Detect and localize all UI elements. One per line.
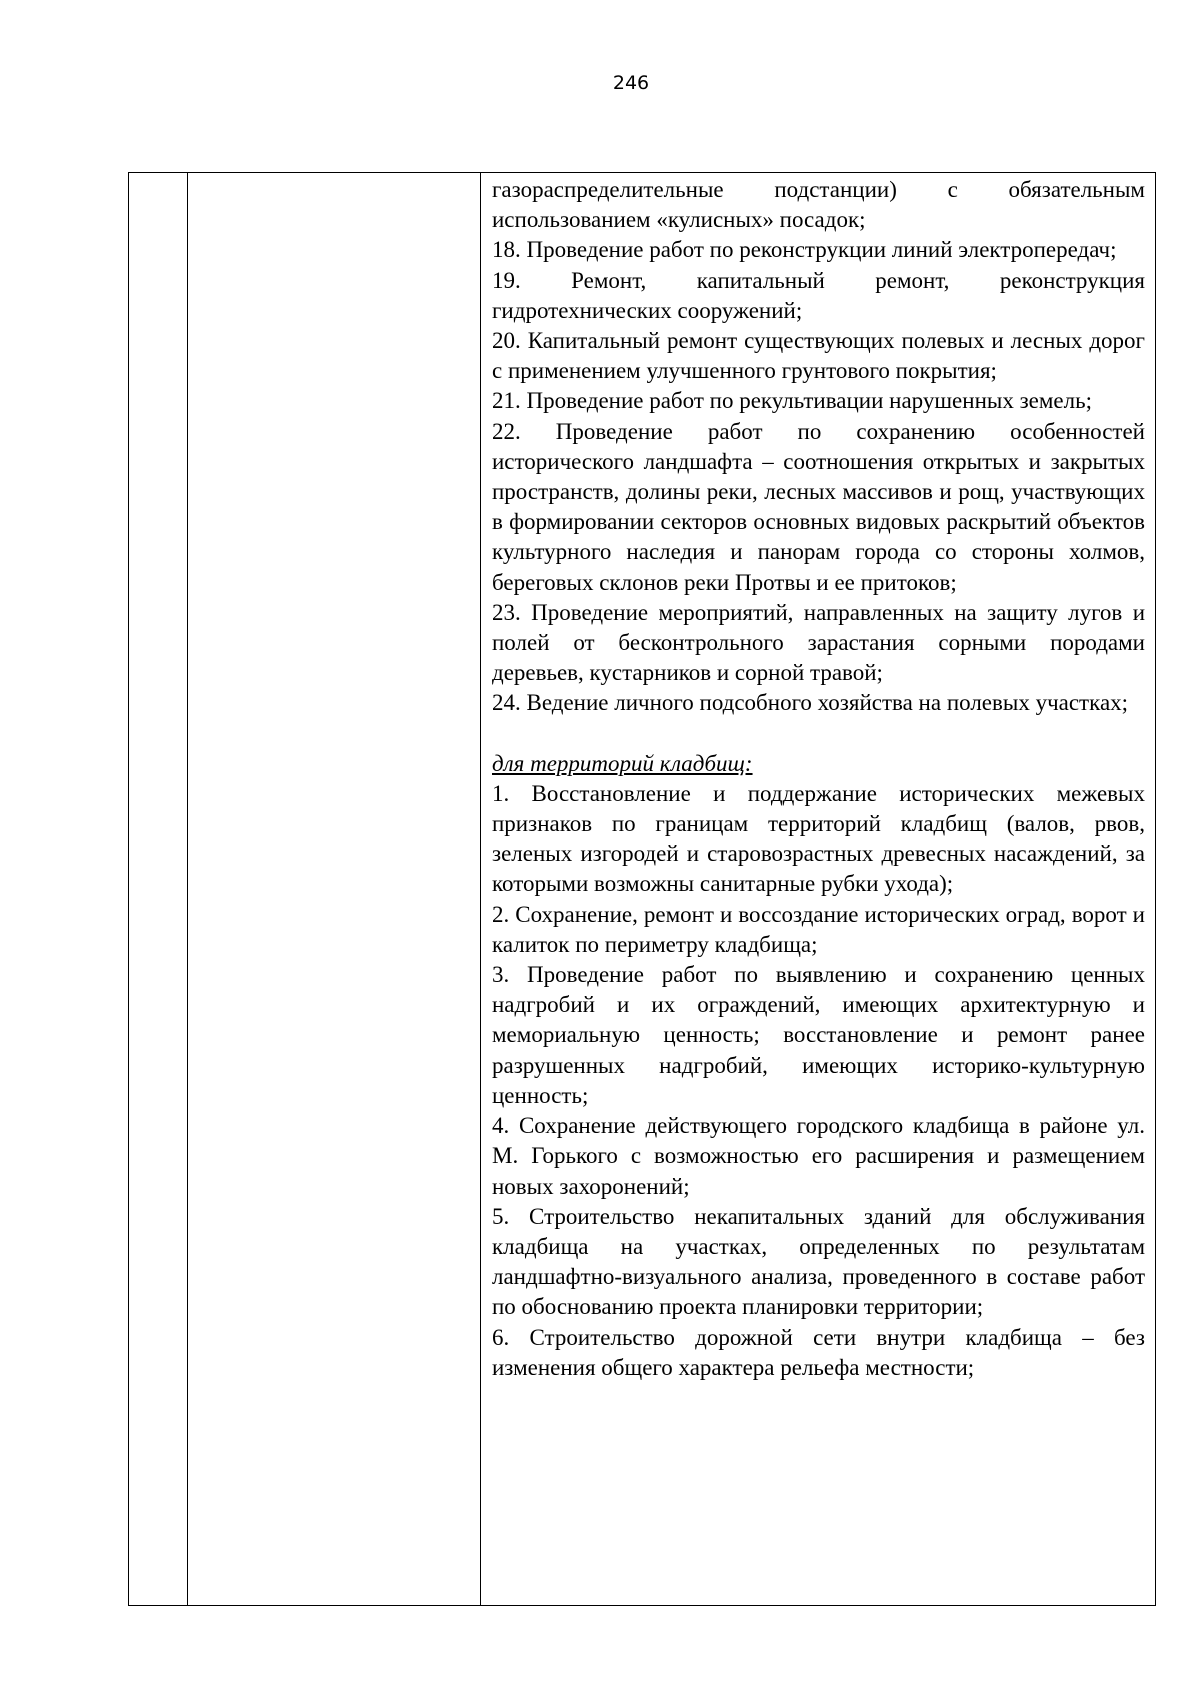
list-item: 3. Проведение работ по выявлению и сохранению ценных надгробий и их ограждений, имеющих архитектурную и мемориальную ценность; восстановление и ремонт ранее разрушенных надгробий, имеющих историко-культурную ценность; bbox=[492, 962, 1145, 1108]
page-number: 246 bbox=[612, 72, 650, 94]
list-item: 23. Проведение мероприятий, направленных на защиту лугов и полей от бесконтрольного зарастания сорными породами деревьев, кустарников и сорной травой; bbox=[492, 599, 1145, 686]
list-item: 24. Ведение личного подсобного хозяйства на полевых участках; bbox=[492, 690, 1129, 716]
list-item: 20. Капитальный ремонт существующих полевых и лесных дорог с применением улучшенного грунтового покрытия; bbox=[492, 328, 1145, 384]
list-item: 1. Восстановление и поддержание исторических межевых признаков по границам территорий кладбищ (валов, рвов, зеленых изгородей и старовозрастных древесных насаждений, за которыми возможны санитарные рубки ухода); bbox=[492, 780, 1145, 897]
table-cell-zone bbox=[188, 173, 481, 1606]
list-item: 21. Проведение работ по рекультивации нарушенных земель; bbox=[492, 388, 1092, 414]
list-item: 4. Сохранение действующего городского кладбища в районе ул. М. Горького с возможностью его расширения и размещением новых захоронений; bbox=[492, 1113, 1145, 1199]
section-heading: для территорий кладбищ: bbox=[492, 750, 753, 776]
list-item: 19. Ремонт, капитальный ремонт, реконструкция гидротехнических сооружений; bbox=[492, 267, 1145, 323]
spacer bbox=[492, 719, 1145, 749]
list-item: 18. Проведение работ по реконструкции линий электропередач; bbox=[492, 237, 1117, 263]
list-item: 6. Строительство дорожной сети внутри кладбища – без изменения общего характера рельефа местности; bbox=[492, 1324, 1145, 1380]
table-row bbox=[129, 173, 1156, 1606]
table-cell-content bbox=[481, 173, 1156, 1606]
list-item: 2. Сохранение, ремонт и воссоздание исторических оград, ворот и калиток по периметру кладбища; bbox=[492, 901, 1145, 957]
list-item: 22. Проведение работ по сохранению особенностей исторического ландшафта – соотношения открытых и закрытых пространств, долины реки, лесных массивов и рощ, участвующих в формировании секторов основных видовых раскрытий объектов культурного наследия и панорам города со стороны холмов, береговых склонов реки Протвы и ее притоков; bbox=[492, 418, 1145, 595]
document-table bbox=[128, 172, 1156, 1606]
list-item: 5. Строительство некапитальных зданий для обслуживания кладбища на участках, определенных по результатам ландшафтно-визуального анализа, проведенного в составе работ по обоснованию проекта планировки территории; bbox=[492, 1203, 1145, 1320]
table-cell-number bbox=[129, 173, 188, 1606]
list-item: газораспределительные подстанции) с обязательным использованием «кулисных» посадок; bbox=[492, 177, 1145, 233]
